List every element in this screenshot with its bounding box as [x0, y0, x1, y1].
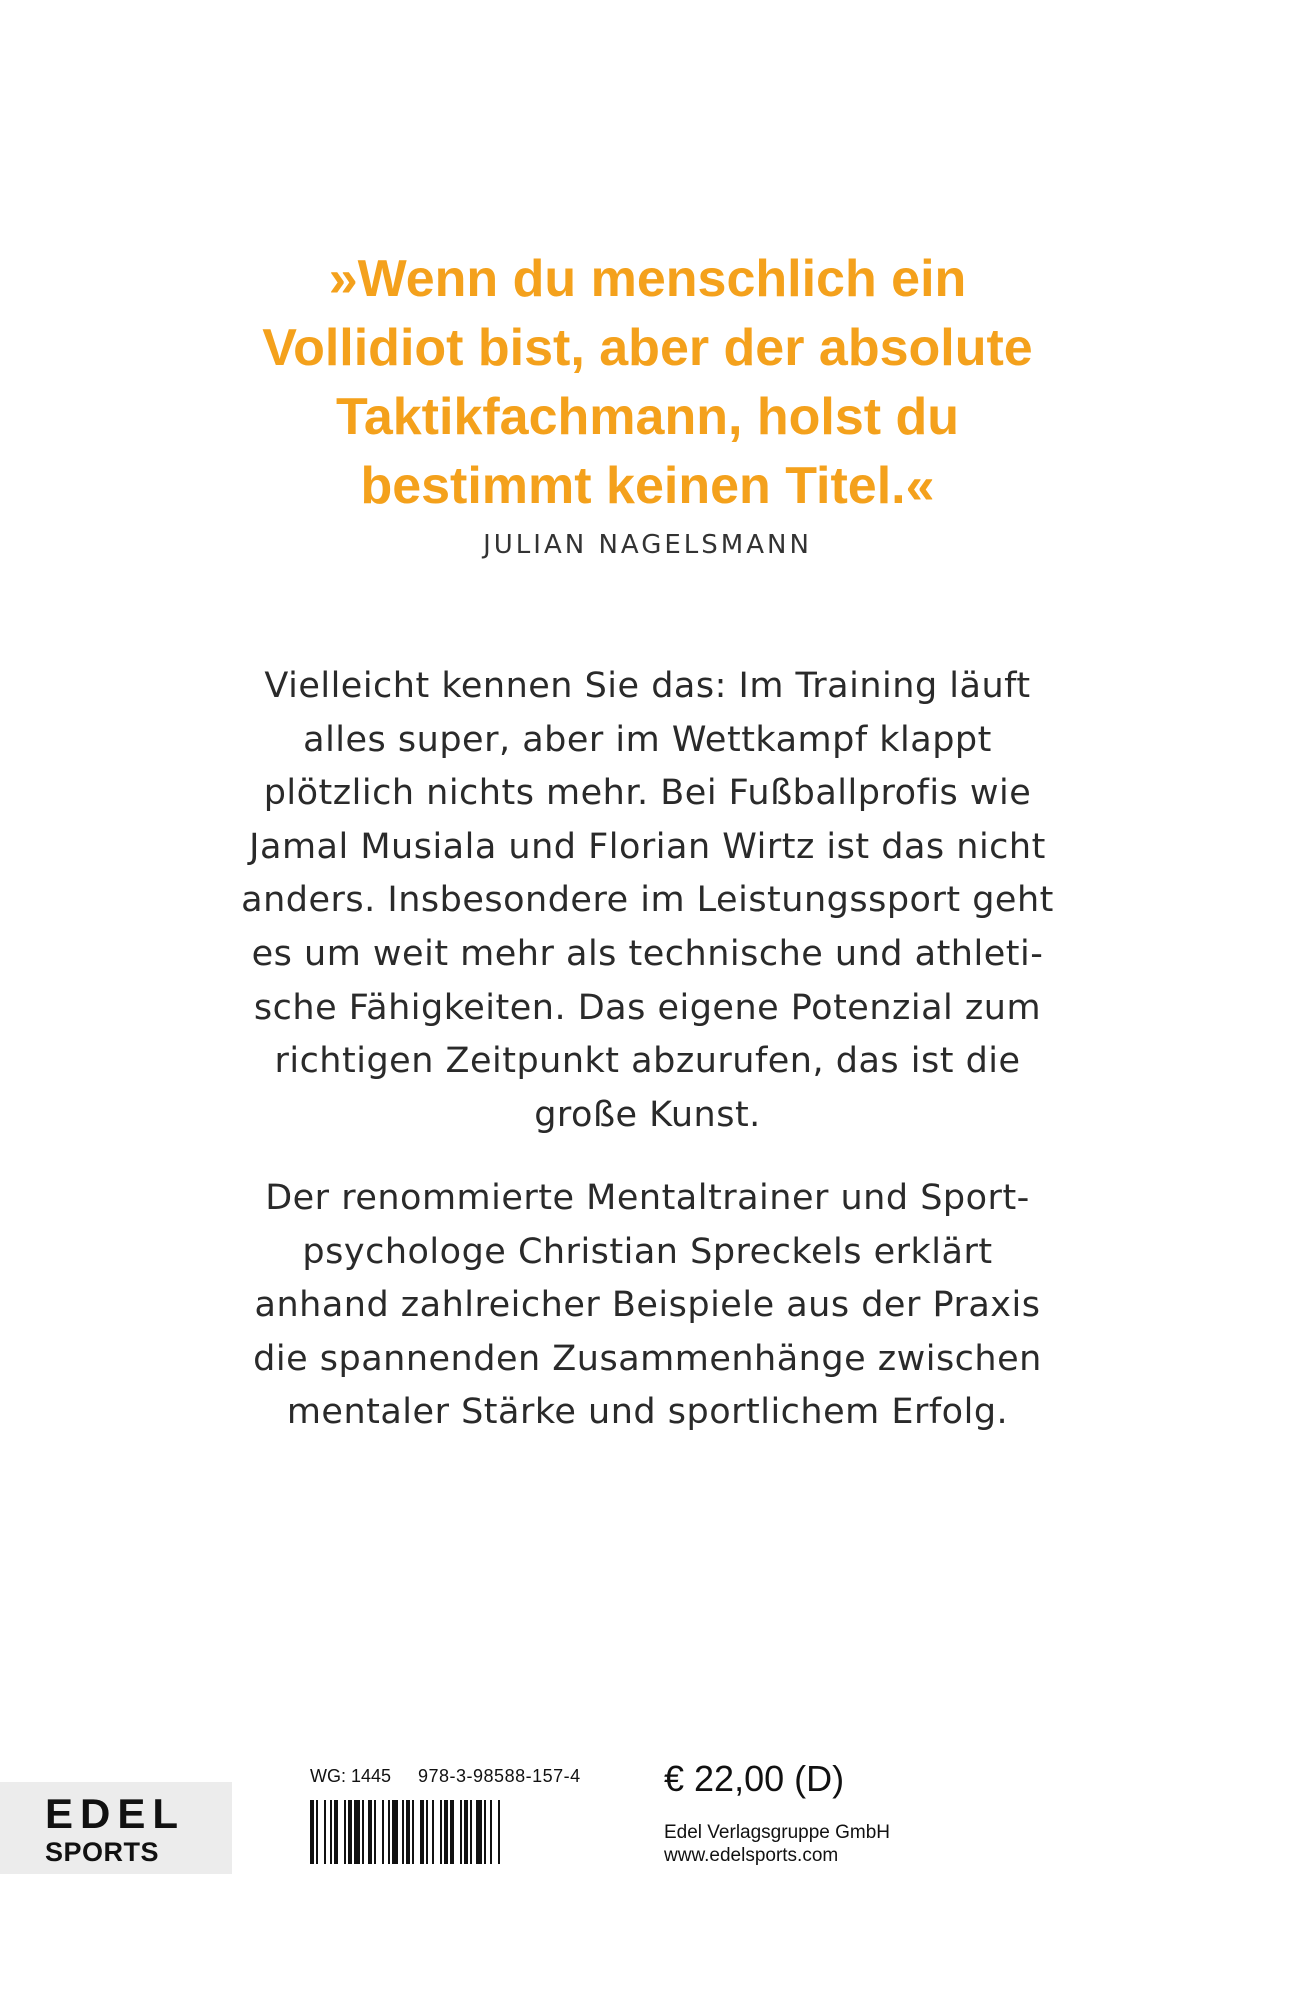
- blurb-line: richtigen Zeitpunkt abzurufen, das ist die: [274, 1041, 1021, 1082]
- blurb-line: anders. Insbesondere im Leistungssport geht: [241, 880, 1054, 921]
- blurb-line: plötzlich nichts mehr. Bei Fußballprofis wie: [263, 773, 1032, 814]
- blurb-line: Der renommierte Mentaltrainer und Sport-: [265, 1178, 1030, 1218]
- warengruppe-code: WG: 1445: [310, 1766, 392, 1786]
- publisher-name: Edel Verlagsgruppe GmbH: [664, 1822, 891, 1843]
- blurb-line: es um weit mehr als technische und athleti-: [251, 933, 1044, 974]
- blurb-paragraph-1: [190, 660, 1105, 1142]
- publisher-website: www.edelsports.com: [664, 1845, 839, 1866]
- blurb-line: alles super, aber im Wettkampf klappt: [303, 719, 992, 760]
- barcode-icon: [310, 1800, 600, 1864]
- quote-author: JULIAN NAGELSMANN: [483, 530, 812, 560]
- isbn: 978-3-98588-157-4: [418, 1766, 581, 1786]
- quote-line: Vollidiot bist, aber der absolute: [262, 319, 1033, 377]
- blurb-line: Jamal Musiala und Florian Wirtz ist das nicht: [249, 826, 1046, 867]
- blurb-paragraph-2: [190, 1172, 1105, 1440]
- blurb-line: große Kunst.: [534, 1094, 761, 1135]
- publisher-logo-sports: SPORTS: [45, 1837, 160, 1867]
- quote-line: Taktikfachmann, holst du: [335, 388, 960, 446]
- quote-line: »Wenn du menschlich ein: [328, 250, 967, 308]
- quote-line: bestimmt keinen Titel.«: [360, 457, 935, 515]
- blurb-line: psychologe Christian Spreckels erklärt: [302, 1231, 993, 1272]
- blurb-line: sche Fähigkeiten. Das eigene Potenzial zum: [253, 987, 1042, 1028]
- blurb-line: mentaler Stärke und sportlichem Erfolg.: [286, 1392, 1009, 1433]
- price: € 22,00 (D): [664, 1758, 845, 1799]
- blurb-line: anhand zahlreicher Beispiele aus der Praxis: [254, 1285, 1041, 1326]
- blurb-line: Vielleicht kennen Sie das: Im Training läuft: [264, 666, 1031, 706]
- pull-quote: [190, 245, 1105, 521]
- blurb-line: die spannenden Zusammenhänge zwischen: [253, 1338, 1042, 1379]
- publisher-logo-edel: EDEL: [45, 1790, 186, 1837]
